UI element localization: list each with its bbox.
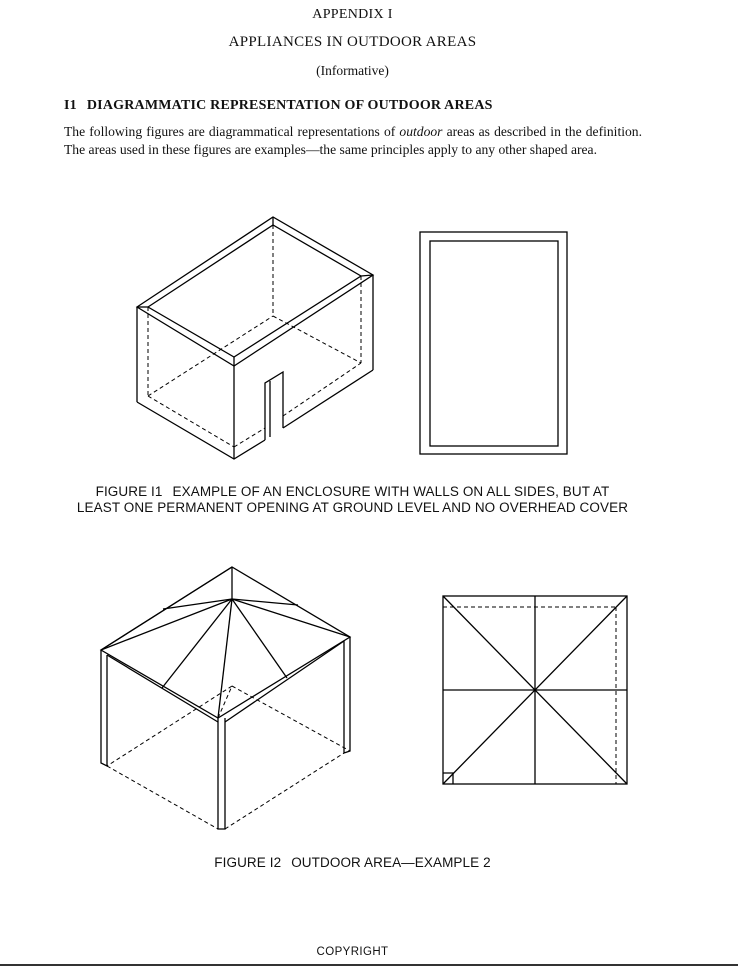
copyright-footer: COPYRIGHT: [316, 946, 389, 958]
figure-i2-label: FIGURE I2: [214, 855, 282, 870]
informative-note: (Informative): [316, 63, 389, 78]
figure-i1-caption-line1: EXAMPLE OF AN ENCLOSURE WITH WALLS ON ALL SIDES, BUT AT: [172, 484, 610, 499]
appendix-label: APPENDIX I: [312, 7, 393, 22]
figure-i2-caption: [0, 855, 705, 871]
section-number: I1: [64, 98, 77, 113]
figure-i2-caption-text: OUTDOOR AREA—EXAMPLE 2: [291, 855, 491, 870]
intro-emphasis: outdoor: [399, 124, 443, 139]
page-bottom-rule: [0, 964, 738, 966]
figure-i1-label: FIGURE I1: [95, 484, 163, 499]
intro-text-after: areas as described in the definition. The areas used in these figures are examples—the same principles apply to any other shaped area.: [64, 124, 643, 157]
appendix-title: APPLIANCES IN OUTDOOR AREAS: [228, 34, 477, 50]
intro-text-before: The following figures are diagrammatical representations of: [64, 124, 400, 139]
section-title: DIAGRAMMATIC REPRESENTATION OF OUTDOOR AREAS: [86, 98, 493, 113]
figure-i1-caption-line2: LEAST ONE PERMANENT OPENING AT GROUND LEVEL AND NO OVERHEAD COVER: [76, 500, 629, 515]
